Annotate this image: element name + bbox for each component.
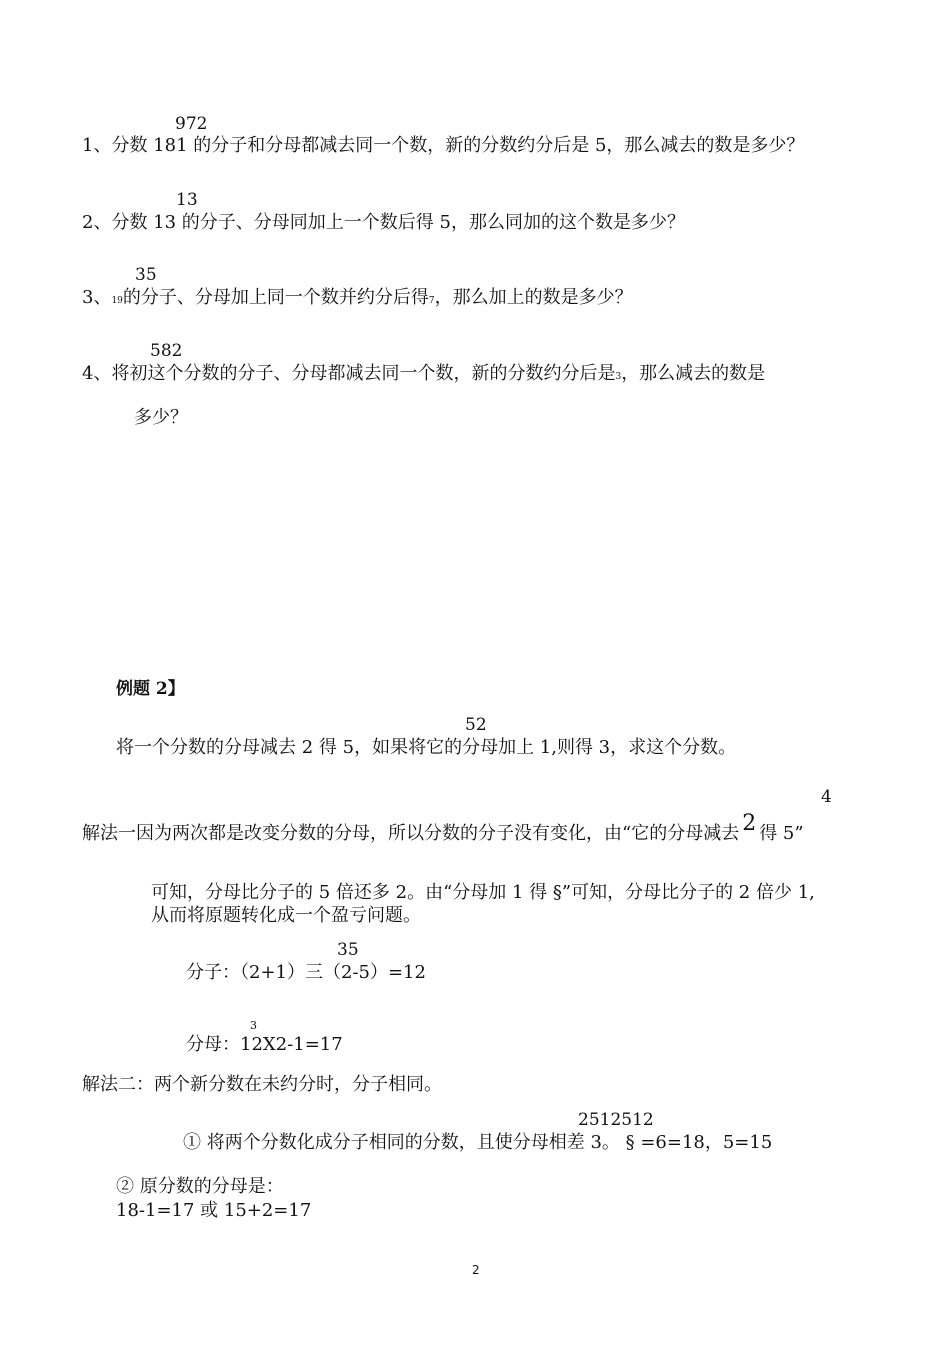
method-2-title: 解法二：两个新分数在未约分时，分子相同。 <box>82 1074 442 1095</box>
problem-3-small-denominator: 19 <box>111 296 123 306</box>
problem-3-small-result: 7 <box>428 296 435 306</box>
calc-numerator: 分子：（2+1）三（2-5）=12 <box>186 962 426 983</box>
problem-1-superscript: 972 <box>175 114 208 134</box>
problem-4-text: 4、将初这个分数的分子、分母都减去同一个数，新的分数约分后是 <box>82 363 616 384</box>
method-1-line-1 <box>82 811 804 844</box>
problem-4-superscript: 582 <box>150 341 183 361</box>
problem-3-text: 的分子、分母加上同一个数并约分后得 <box>122 287 429 308</box>
problem-4-small-result: 3 <box>615 372 622 382</box>
problem-4-line <box>82 365 765 383</box>
method-2-step-2: ② 原分数的分母是： <box>116 1176 284 1197</box>
calc-1-superscript: 35 <box>337 940 359 960</box>
method-2-result: 18-1=17 或 15+2=17 <box>116 1200 312 1221</box>
method-1-text-a: 解法一因为两次都是改变分数的分母，所以分数的分子没有变化，由“它的分母减去 <box>82 823 740 844</box>
method-1-big-digit: 2 <box>742 811 757 836</box>
calc-denominator: 分母：12X2-1=17 <box>186 1034 343 1055</box>
method-1-line-3: 从而将原题转化成一个盈亏问题。 <box>151 905 421 926</box>
problem-1-text: 1、分数 181 的分子和分母都减去同一个数，新的分数约分后是 5，那么减去的数是多少？ <box>82 135 805 156</box>
method-2-superscript: 2512512 <box>578 1110 654 1130</box>
problem-3-number: 3、 <box>82 287 112 308</box>
problem-3-superscript: 35 <box>135 265 157 285</box>
problem-3-question: ，那么加上的数是多少？ <box>434 287 633 308</box>
method-1-superscript: 4 <box>821 787 832 807</box>
method-2-step-1: ① 将两个分数化成分子相同的分数，且使分母相差 3。 § =6=18，5=15 <box>183 1132 773 1153</box>
calc-2-superscript: 3 <box>250 1019 257 1032</box>
example-question: 将一个分数的分母减去 2 得 5，如果将它的分母加上 1,则得 3，求这个分数。 <box>116 737 737 758</box>
problem-4-question: ，那么减去的数是 <box>621 363 766 384</box>
problem-2-text: 2、分数 13 的分子、分母同加上一个数后得 5，那么同加的这个数是多少？ <box>82 212 685 233</box>
example-heading: 例题 2】 <box>116 679 185 699</box>
page-number: 2 <box>472 1263 480 1277</box>
example-superscript: 52 <box>465 715 487 735</box>
problem-3-line <box>82 289 633 307</box>
method-1-text-b: 得 5” <box>759 823 804 844</box>
method-1-line-2: 可知，分母比分子的 5 倍还多 2。由“分母加 1 得 §”可知，分母比分子的 2 倍少 1, <box>151 882 815 903</box>
problem-4-continuation: 多少？ <box>134 407 188 428</box>
problem-2-superscript: 13 <box>176 190 198 210</box>
